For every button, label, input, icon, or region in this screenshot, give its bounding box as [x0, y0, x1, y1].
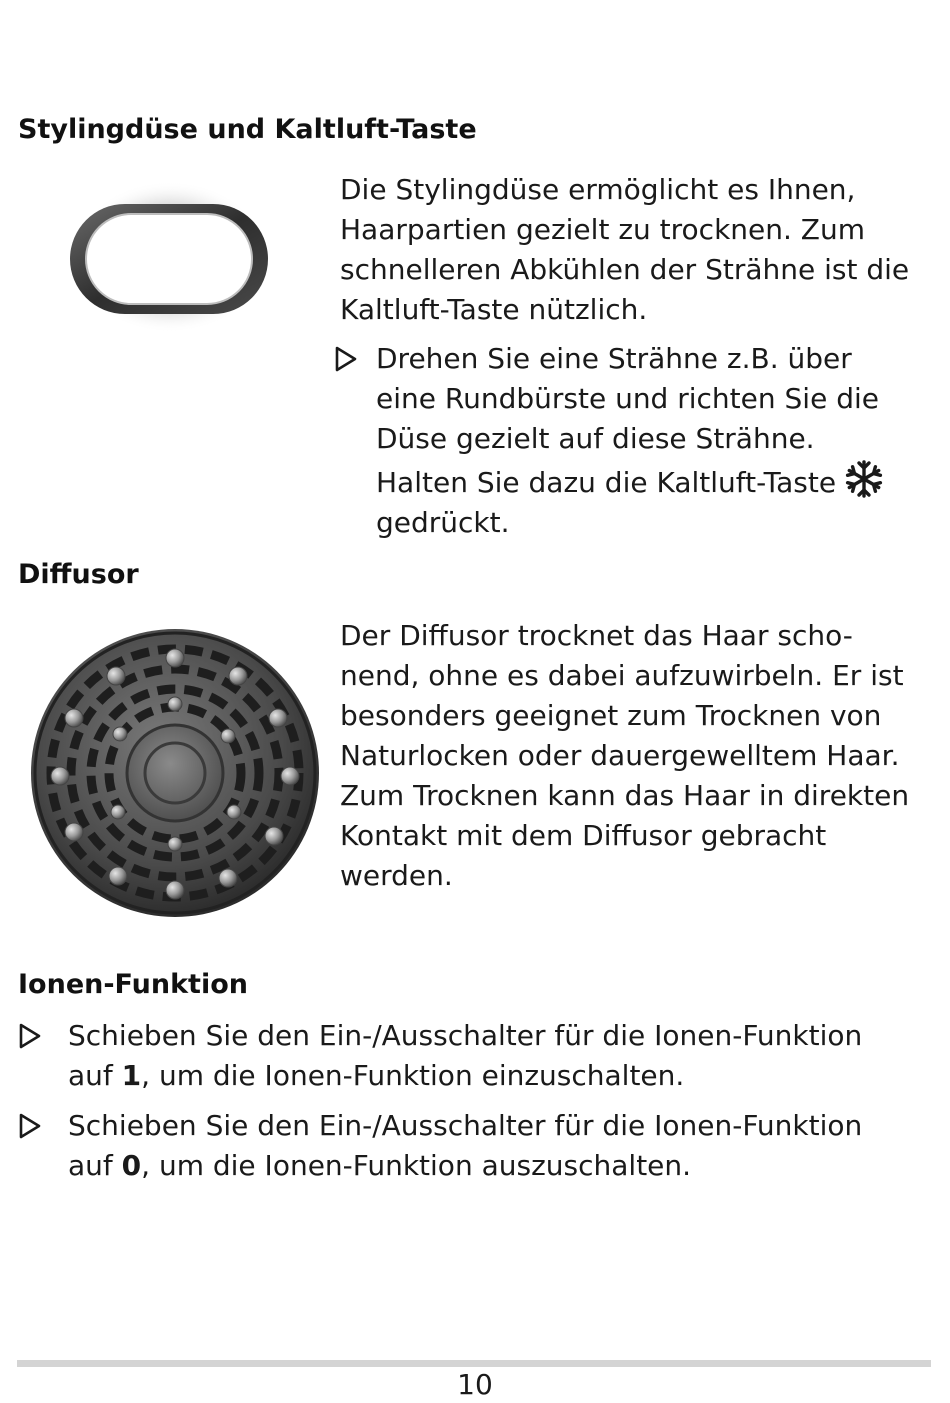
bullet-line: auf: [68, 1149, 122, 1182]
switch-position-on: 1: [121, 1059, 142, 1092]
bullet-line: Schieben Sie den Ein-/Ausschalter für die Ionen-Funktion: [68, 1019, 863, 1052]
bullet-line: auf: [68, 1059, 122, 1092]
switch-position-off: 0: [121, 1149, 142, 1182]
diffuser-image: [28, 626, 322, 920]
triangle-arrow-icon: [334, 345, 358, 373]
bullet-line: Düse gezielt auf diese Strähne.: [376, 422, 815, 455]
diffuser-description: Der Diffusor trocknet das Haar scho- nend, ohne es dabei aufzuwirbeln. Er ist besonders geeignet zum Trocknen von Naturlocken oder dauergewelltem Haar. Zum Trocknen kann das Haar in direkten Kontakt mit dem Diffusor gebracht werden.: [340, 619, 910, 892]
triangle-arrow-icon: [18, 1112, 42, 1140]
footer-divider: [17, 1360, 931, 1367]
snowflake-icon: [844, 459, 884, 499]
heading-ion-function: Ionen-Funktion: [18, 969, 248, 1000]
bullet-line: Drehen Sie eine Strähne z.B. über: [376, 342, 852, 375]
list-item: [334, 339, 934, 539]
bullet-line: eine Rundbürste und richten Sie die: [376, 382, 879, 415]
page-number: 10: [457, 1368, 493, 1401]
bullet-line: Halten Sie dazu die Kaltluft-Taste: [376, 466, 837, 499]
bullet-line: , um die Ionen-Funktion einzuschalten.: [141, 1059, 685, 1092]
list-item: [18, 1016, 938, 1098]
list-item: [18, 1106, 938, 1188]
styling-nozzle-description: Die Stylingdüse ermöglicht es Ihnen, Haarpartien gezielt zu trocknen. Zum schnelleren Abkühlen der Strähne ist die Kaltluft-Taste nützlich.: [340, 173, 910, 326]
bullet-line: , um die Ionen-Funktion auszuschalten.: [141, 1149, 692, 1182]
triangle-arrow-icon: [18, 1022, 42, 1050]
heading-styling-nozzle: Stylingdüse und Kaltluft-Taste: [18, 114, 477, 145]
bullet-line: gedrückt.: [376, 506, 510, 539]
styling-nozzle-image: [60, 178, 278, 336]
bullet-line: Schieben Sie den Ein-/Ausschalter für die Ionen-Funktion: [68, 1109, 863, 1142]
heading-diffuser: Diffusor: [18, 559, 139, 590]
